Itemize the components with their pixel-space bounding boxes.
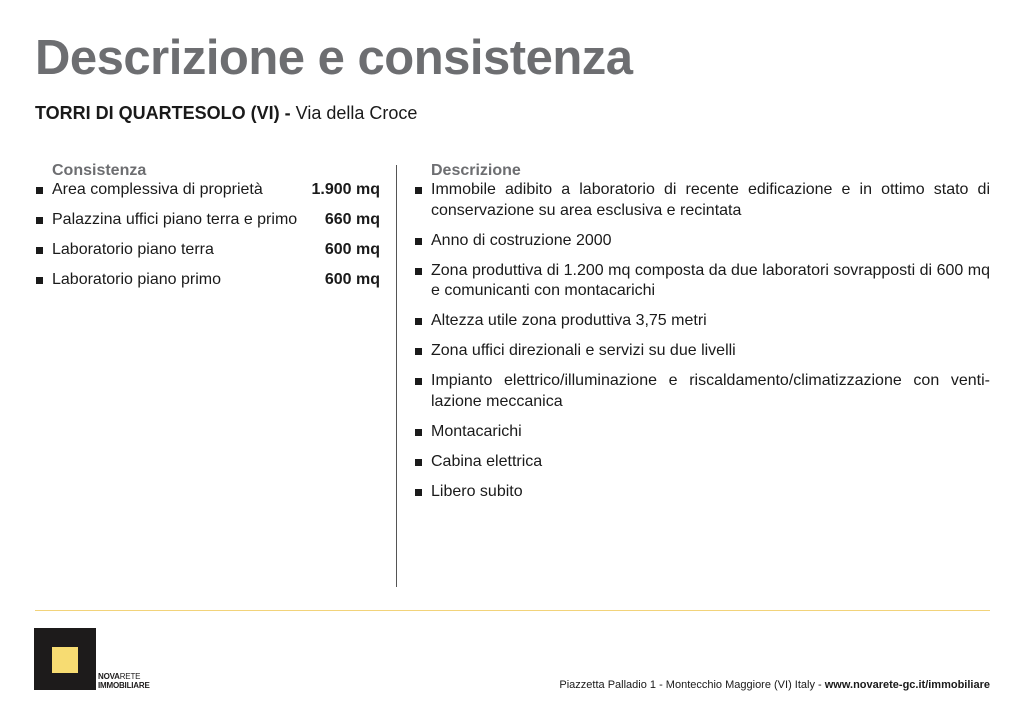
descrizione-item bbox=[414, 341, 990, 362]
column-divider bbox=[396, 165, 397, 587]
square-bullet-icon bbox=[415, 268, 422, 275]
descrizione-item bbox=[414, 311, 990, 332]
footer-address-text: Piazzetta Palladio 1 - Montecchio Maggiore (VI) Italy - bbox=[559, 679, 825, 691]
logo-square-icon bbox=[52, 647, 78, 673]
brand-name-light: RETE bbox=[119, 672, 141, 681]
descrizione-item bbox=[414, 482, 990, 503]
descrizione-item bbox=[414, 261, 990, 302]
square-bullet-icon bbox=[415, 459, 422, 466]
consistenza-item-label: Laboratorio piano terra bbox=[52, 241, 214, 258]
square-bullet-icon bbox=[415, 318, 422, 325]
square-bullet-icon bbox=[36, 217, 43, 224]
consistenza-item-value: 600 mq bbox=[324, 241, 380, 258]
descrizione-item bbox=[414, 422, 990, 443]
square-bullet-icon bbox=[36, 277, 43, 284]
consistenza-item-value: 1.900 mq bbox=[311, 181, 380, 198]
footer-rule bbox=[35, 610, 990, 611]
square-bullet-icon bbox=[415, 429, 422, 436]
novarete-logo-icon bbox=[34, 628, 96, 690]
consistenza-column bbox=[35, 162, 380, 300]
square-bullet-icon bbox=[415, 348, 422, 355]
descrizione-column bbox=[414, 162, 990, 512]
descrizione-item-text: Zona produttiva di 1.200 mq composta da due laboratori sovrapposti di 600 mq e comunicanti con montacarichi bbox=[431, 261, 990, 299]
descrizione-item-text: Immobile adibito a laboratorio di recente edificazione e in ottimo stato di conservazione su area esclusiva e recintata bbox=[431, 181, 990, 219]
location-subtitle bbox=[35, 103, 417, 124]
consistenza-list bbox=[35, 180, 380, 290]
page-title: Descrizione e consistenza bbox=[35, 31, 633, 85]
footer-address bbox=[559, 679, 990, 691]
square-bullet-icon bbox=[415, 238, 422, 245]
location-town: TORRI DI QUARTESOLO (VI) - bbox=[35, 103, 291, 123]
consistenza-title: Consistenza bbox=[52, 162, 147, 179]
descrizione-list bbox=[414, 180, 990, 502]
square-bullet-icon bbox=[415, 489, 422, 496]
descrizione-item-text: Zona uffici direzionali e servizi su due livelli bbox=[431, 342, 736, 359]
descrizione-item bbox=[414, 371, 990, 412]
consistenza-item-label: Laboratorio piano primo bbox=[52, 271, 221, 288]
consistenza-item-label: Palazzina uffici piano terra e primo bbox=[52, 211, 298, 228]
location-street: Via della Croce bbox=[290, 103, 418, 123]
consistenza-item-label: Area complessiva di proprietà bbox=[52, 181, 263, 198]
brand-name-line2: IMMOBILIARE bbox=[98, 680, 150, 690]
descrizione-item-text: Cabina elettrica bbox=[431, 452, 543, 470]
descrizione-title: Descrizione bbox=[431, 162, 521, 179]
consistenza-item bbox=[35, 210, 380, 230]
square-bullet-icon bbox=[36, 187, 43, 194]
descrizione-item bbox=[414, 452, 990, 473]
descrizione-item-text: Anno di costruzione 2000 bbox=[431, 231, 612, 249]
descrizione-item-text: Impianto elettrico/illuminazione e riscaldamento/climatizzazione con venti-lazione meccanica bbox=[431, 372, 990, 410]
consistenza-item-value: 660 mq bbox=[324, 211, 380, 228]
consistenza-item bbox=[35, 240, 380, 260]
descrizione-item-text: Libero subito bbox=[431, 482, 523, 500]
descrizione-item-text: Altezza utile zona produttiva 3,75 metri bbox=[431, 312, 707, 329]
brand-name bbox=[98, 673, 150, 690]
square-bullet-icon bbox=[415, 187, 422, 194]
square-bullet-icon bbox=[36, 247, 43, 254]
descrizione-item-text: Montacarichi bbox=[431, 422, 522, 440]
consistenza-item-value: 600 mq bbox=[324, 271, 380, 288]
descrizione-item bbox=[414, 231, 990, 252]
consistenza-item bbox=[35, 180, 380, 200]
descrizione-item bbox=[414, 180, 990, 221]
footer-website-link[interactable]: www.novarete-gc.it/immobiliare bbox=[824, 679, 990, 691]
square-bullet-icon bbox=[415, 378, 422, 385]
brand-name-bold: NOVA bbox=[98, 672, 120, 681]
consistenza-item bbox=[35, 270, 380, 290]
